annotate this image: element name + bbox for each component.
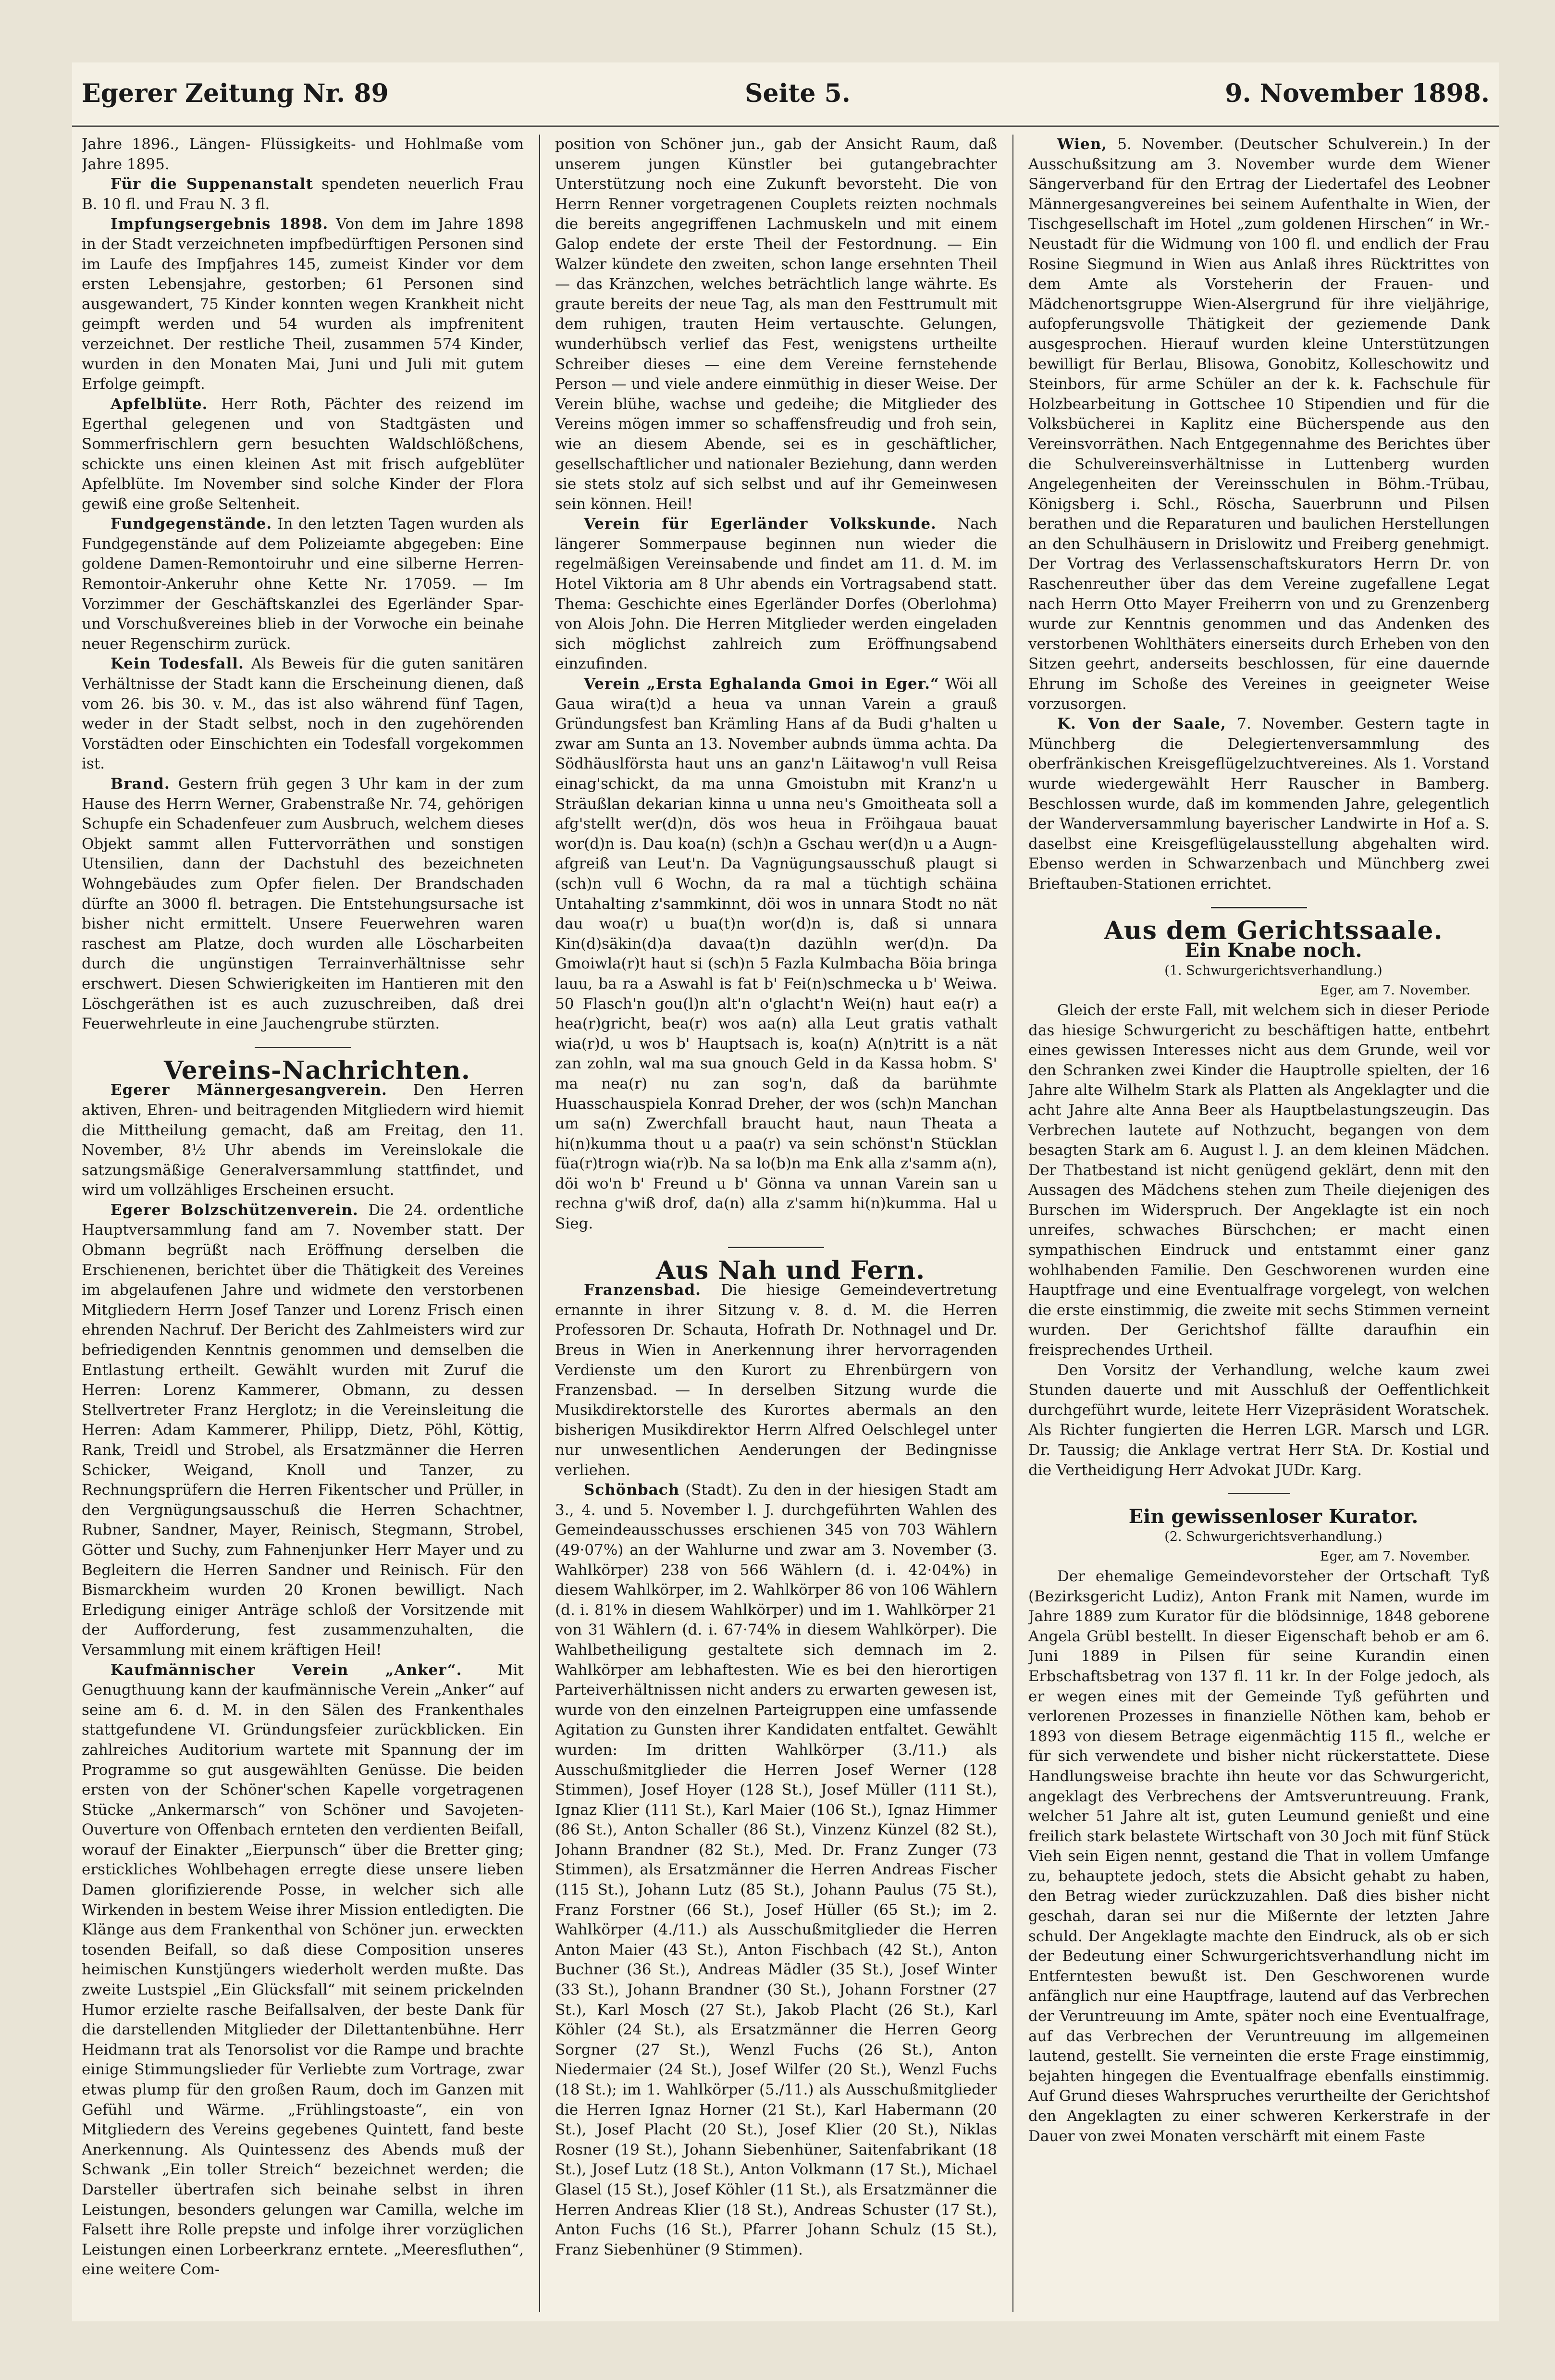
item-text: Die 24. ordentliche Hauptversammlung fand am 7. November statt. Der Obmann begrüßt nach Eröffnung derselben die Erschienenen, berichtet über die Thätigkeit des Vereines im abgelaufenen Jahre und widmete den verstorbenen Mitgliedern Herrn Josef Tanzer und Lorenz Frisch einen ehrenden Nachruf. Der Bericht des Zahlmeisters wird zur befriedigenden Kenntnis genommen und demselben die Entlastung ertheilt. Gewählt wurden mit Zuruf die Herren: Lorenz Kammerer, Obmann, zu dessen Stellvertreter Franz Herglotz; in die Vereinsleitung die Herren: Adam Kammerer, Philipp, Dietz, Pöhl, Köttig, Rank, Treidl und Strobel, als Ersatzmänner die Herren Schicker, Weigand, Knoll und Tanzer, zu Rechnungsprüfern die Herren Fikentscher und Prüller, in den Vergnügungsausschuß die Herren Schachtner, Rubner, Sandner, Mayer, Reinisch, Stegmann, Strobel, Götter und Suchy, zum Fahnenjunker Herr Mayer und zu Begleitern die Herren Sandner und Reinisch. Für den Bismarckheim wurden 20 Kronen bewilligt. Nach Erledigung einiger Anträge schloß der Vorsitzende mit der Aufforderung, fest zusammenzuhalten, die Versammlung mit einem kräftigen Heil! bbox=[82, 1201, 524, 1659]
item-text: Die hiesige Gemeindevertretung ernannte in ihrer Sitzung v. 8. d. M. die Herren Professoren Dr. Schauta, Hofrath Dr. Nothnagel und Dr. Breus in Wien in Anerkennung ihrer hervorragenden Verdienste um den Kurort zu Ehrenbürgern von Franzensbad. — In derselben Sitzung wurde die Musikdirektorstelle des Kurortes abermals an den bisherigen Musikdirektor Herrn Alfred Oelschlegel unter nur unwesentlichen Aenderungen der Bedingnisse verliehen. bbox=[555, 1281, 997, 1479]
dateline: Eger, am 7. November. bbox=[1320, 1549, 1470, 1564]
article-text: Den Vorsitz der Verhandlung, welche kaum zwei Stunden dauerte und mit Ausschluß der Oeffentlichkeit durchgeführt wurde, leitete Herr Vizepräsident Woratschek. Als Richter fungierten die Herren LGR. Marsch und LGR. Dr. Taussig; die Anklage vertrat Herr StA. Dr. Kostial und die Vertheidigung Herr Advokat JUDr. Karg. bbox=[1028, 1361, 1490, 1479]
item-heading: K. Von der Saale, bbox=[1057, 715, 1226, 733]
news-item bbox=[82, 395, 524, 515]
page-number: Seite 5. bbox=[745, 79, 851, 108]
separator bbox=[255, 1047, 351, 1048]
separator bbox=[728, 1247, 824, 1248]
item-text: Gestern früh gegen 3 Uhr kam in der zum Hause des Herrn Werner, Grabenstraße Nr. 74, gehörigen Schupfe ein Schadenfeuer zum Ausbruch, welchem dieses Objekt sammt allen Futtervorräthen und sonstigen Utensilien, dann der Dachstuhl des bezeichneten Wohngebäudes zum Opfer fielen. Der Brandschaden dürfte an 3000 fl. betragen. Die Entstehungsursache ist bisher nicht ermittelt. Unsere Feuerwehren waren raschest am Platze, doch wurden alle Löscharbeiten durch die ungünstigen Terrainverhältnisse sehr erschwert. Diesen Schwierigkeiten im Hantieren mit den Löschgeräthen ist es auch zuzuschreiben, daß drei Feuerwehrleute in eine Jauchengrube stürzten. bbox=[82, 775, 524, 1033]
item-text: Herr Roth, Pächter des reizend im Egerthal gelegenen und von Stadtgästen und Sommerfrischlern gern besuchten Waldschlößchens, schickte uns einen kleinen Ast mit frisch aufgeblüter Apfelblüte. Im November sind solche Kinder der Flora gewiß eine große Seltenheit. bbox=[82, 395, 524, 513]
news-item bbox=[1028, 135, 1490, 714]
item-text: (Stadt). Zu den in der hiesigen Stadt am 3., 4. und 5. November l. J. durchgeführten Wahlen des Gemeindeausschusses erschienen 345 von 703 Wählern (49·07%) an der Wahlurne und zwar am 3. November (3. Wahlkörper) 238 von 566 Wählern (d. i. 42·04%) in diesem Wahlkörper, im 2. Wahlkörper 86 von 106 Wählern (d. i. 81% in diesem Wahlkörper) und im 1. Wahlkörper 21 von 31 Wählern (d. i. 67·74% in diesem Wahlkörper). Die Wahlbetheiligung gestaltete sich demnach im 2. Wahlkörper am lebhaftesten. Wie es bei den hierortigen Parteiverhältnissen nicht anders zu erwarten gewesen ist, wurde von den einzelnen Parteigruppen eine umfassende Agitation zu Gunsten ihrer Kandidaten entfaltet. Gewählt wurden: Im dritten Wahlkörper (3./11.) als Ausschußmitglieder die Herren Josef Werner (128 Stimmen), Josef Hoyer (128 St.), Josef Müller (111 St.), Ignaz Klier (111 St.), Karl Maier (106 St.), Ignaz Himmer (86 St.), Anton Schaller (86 St.), Vinzenz Künzel (82 St.), Johann Brandner (82 St.), Med. Dr. Franz Zunger (73 Stimmen), als Ersatzmänner die Herren Andreas Fischer (115 St.), Johann Lutz (85 St.), Johann Paulus (75 St.), Franz Forstner (66 St.), Josef Hüller (65 St.); im 2. Wahlkörper (4./11.) als Ausschußmitglieder die Herren Anton Maier (43 St.), Anton Fischbach (42 St.), Anton Buchner (36 St.), Andreas Mädler (35 St.), Josef Winter (33 St.), Johann Brandner (30 St.), Johann Forstner (27 St.), Karl Mosch (27 St.), Jakob Placht (26 St.), Karl Köhler (24 St.), als Ersatzmänner die Herren Georg Sorgner (27 St.), Wenzl Fuchs (26 St.), Anton Niedermaier (24 St.), Josef Wilfer (20 St.), Wenzl Fuchs (18 St.); im 1. Wahlkörper (5./11.) als Ausschußmitglieder die Herren Ignaz Horner (21 St.), Karl Habermann (20 St.), Josef Placht (20 St.), Josef Klier (20 St.), Niklas Rosner (19 St.), Johann Siebenhüner, Saitenfabrikant (18 St.), Josef Lutz (18 St.), Anton Volkmann (17 St.), Michael Glasel (15 St.), Josef Köhler (11 St.), als Ersatzmänner die Herren Andreas Klier (18 St.), Andreas Schuster (17 St.), Anton Fuchs (16 St.), Pfarrer Johann Schulz (15 St.), Franz Siebenhüner (9 Stimmen). bbox=[555, 1481, 997, 2258]
item-text: Von dem im Jahre 1898 in der Stadt verzeichneten impfbedürftigen Personen sind im Laufe des Impfjahres 145, zumeist Kinder vor dem ersten Lebensjahre, gestorben; 61 Personen sind ausgewandert, 75 Kinder konnten wegen Krankheit nicht geimpft werden und 54 wurden als impfrenitent verzeichnet. Der restliche Theil, zusammen 574 Kinder, wurden in den Monaten Mai, Juni und Juli mit gutem Erfolge geimpft. bbox=[82, 215, 524, 393]
item-heading: Kaufmännischer Verein „Anker“. bbox=[111, 1661, 462, 1679]
item-heading: Verein für Egerländer Volkskunde. bbox=[584, 515, 937, 533]
paragraph: position von Schöner jun., gab der Ansicht Raum, daß unserem jungen Künstler bei gutangebrachter Unterstützung noch eine Zukunft bevorsteht. Die von Herrn Renner vorgetragenen Couplets reizten nochmals die bereits angegriffenen Lachmuskeln und mit einem Galop endete der erste Theil der Festordnung. — Ein Walzer kündete den zweiten, schon lange ersehnten Theil — das Kränzchen, welches beträchtlich lange währte. Es graute bereits der neue Tag, als man den Festtrumult mit dem ruhigen, trauten Heim vertauschte. Gelungen, wunderhübsch verlief das Fest, wenigstens urtheilte Schreiber dieses — eine dem Vereine fernstehende Person — und viele andere einmüthig in dieser Weise. Der Verein blühe, wachse und gedeihe; die Mitglieder des Vereins mögen immer so schaffensfreudig und froh sein, wie an diesem Abende, sei es in geschäftlicher, gesellschaftlicher und nationaler Beziehung, dann werden sie stets stolz auf sich selbst und auf ihr Gemeinwesen sein können. Heil! bbox=[555, 136, 997, 513]
paragraph: Jahre 1896., Längen- Flüssigkeits- und Hohlmaße vom Jahre 1895. bbox=[82, 136, 524, 173]
news-item bbox=[555, 1280, 997, 1480]
column-3 bbox=[1028, 135, 1490, 2312]
item-text: spendeten neuerlich Frau B. 10 fl. und Frau N. 3 fl. bbox=[82, 175, 524, 213]
item-text: Mit Genugthuung kann der kaufmännische Verein „Anker“ auf seine am 6. d. M. in den Sälen des Frankenthales stattgefundene VI. Gründungsfeier zurückblicken. Ein zahlreiches Auditorium wartete mit Spannung der im Programme so gut ausgewählten Genüsse. Die beiden ersten von der Schöner'schen Kapelle vorgetragenen Stücke „Ankermarsch“ von Schöner und Savojeten-Ouverture von Offenbach ernteten den verdienten Beifall, worauf der Einakter „Eierpunsch“ über die Bretter ging; erstickliches Wohlbehagen erregte diese unsere lieben Damen glorifizierende Posse, in welcher sich alle Wirkenden in bestem Weise ihrer Mission entledigten. Die Klänge aus dem Frankenthal von Schöner jun. erweckten tosenden Beifall, so daß diese Composition unseres heimischen Kunstjüngers wiederholt werden mußte. Das zweite Lustspiel „Ein Glücksfall“ mit seinem prickelnden Humor erzielte rasche Beifallsalven, der beste Dank für die darstellenden Mitglieder der Dilettantenbühne. Herr Heidmann trat als Tenorsolist vor die Rampe und brachte einige Stimmungslieder für Verliebte zum Vortrage, zwar etwas plump für den großen Raum, doch im Ganzen mit Gefühl und Wärme. „Frühlingstoaste“, ein von Mitgliedern des Vereins gegebenes Quintett, fand beste Anerkennung. Als Quintessenz des Abends muß der Schwank „Ein toller Streich“ bezeichnet werden; die Darsteller übertrafen sich beinahe selbst in ihren Leistungen, besonders gelungen war Camilla, welche im Falsett ihre Rolle prepste und infolge ihrer vorzüglichen Leistungen einen Lorbeerkranz erntete. „Meeresfluthen“, eine weitere Com- bbox=[82, 1661, 524, 2279]
item-text: 5. November. (Deutscher Schulverein.) In der Ausschußsitzung am 3. November wurde dem Wiener Sängerverband für den Ertrag der Liedertafel des Leobner Männergesangvereines bei seinem Aufenthalte in Wien, der Tischgesellschaft im Hotel „zum goldenen Hirschen“ in Wr.-Neustadt für die Widmung von 100 fl. und endlich der Frau Rosine Siegmund in Wien aus Anlaß ihres Rücktrittes von dem Amte als Vorsteherin der Frauen- und Mädchenortsgruppe Wien-Alsergrund für ihre vieljährige, aufopferungsvolle Thätigkeit der geziemende Dank ausgesprochen. Hierauf wurden kleine Unterstützungen bewilligt für Berlau, Blisowa, Gonobitz, Kolleschowitz und Steinbors, für arme Schüler an der k. k. Fachschule für Holzbearbeitung in Gottschee 10 Stipendien und für die Volksbücherei in Kaplitz eine Bücherspende aus den Vereinsvorräthen. Nach Entgegennahme des Berichtes über die Schulvereinsverhältnisse in Luttenberg wurden Angelegenheiten der Vereinsschulen in Böhm.-Trübau, Königsberg i. Schl., Röscha, Sauerbrunn und Pilsen berathen und die Reparaturen und baulichen Herstellungen an den Schulhäusern in Drislowitz und Freiberg genehmigt. Der Vortrag des Verlassenschaftskurators Herrn Dr. von Raschenreuther über das dem Vereine zugefallene Legat nach Herrn Otto Mayer Freiherrn von und zu Grenzenberg wurde zur Kenntnis genommen und das Andenken des verstorbenen Wohlthäters einerseits durch Erheben von den Sitzen geehrt, anderseits beschlossen, für eine dauernde Ehrung im Schoße des Vereines in geeigneter Weise vorzusorgen. bbox=[1028, 136, 1490, 713]
item-heading: Egerer Bolzschützenverein. bbox=[111, 1201, 358, 1219]
column-rule bbox=[1012, 135, 1013, 2312]
item-text: Den Herren aktiven, Ehren- und beitragenden Mitgliedern wird hiemit die Mittheilung gemacht, daß am Freitag, den 11. November, 8½ Uhr abends im Vereinslokale die satzungsmäßige Generalversammlung stattfindet, und wird um vollzähliges Erscheinen ersucht. bbox=[82, 1081, 524, 1199]
item-heading: Fundgegenstände. bbox=[111, 515, 272, 533]
item-heading: Kein Todesfall. bbox=[111, 655, 244, 673]
masthead bbox=[72, 62, 1499, 127]
article-text: Gleich der erste Fall, mit welchem sich in dieser Periode das hiesige Schwurgericht zu beschäftigen hatte, entbehrt eines gewissen Interesses nicht aus dem Grunde, weil vor den Schranken zwei Kinder die Hauptrolle spielten, der 16 Jahre alte Wilhelm Stark als Platten als Angeklagter und die acht Jahre alte Anna Beer als Hauptbelastungszeugin. Das Verbrechen lautete auf Nothzucht, begangen von dem besagten Stark am 6. August l. J. an dem kleinen Mädchen. Der Thatbestand ist nicht genügend geklärt, denn mit den Aussagen des Mädchens stehen zum Theile diejenigen des Burschen im Widerspruch. Der Angeklagte ist ein noch unreifes, schwaches Bürschchen; er macht einen sympathischen Eindruck und entstammt einer ganz wohlhabenden Familie. Den Geschworenen wurden eine Hauptfrage und eine Eventualfrage vorgelegt, von welchen die erste einstimmig, die zweite mit sechs Stimmen verneint wurden. Der Gerichtshof fällte daraufhin ein freisprechendes Urtheil. bbox=[1028, 1001, 1490, 1359]
article-subtitle: (1. Schwurgerichtsverhandlung.) bbox=[1164, 963, 1382, 978]
news-item bbox=[82, 1201, 524, 1661]
separator bbox=[1211, 907, 1307, 908]
news-item bbox=[555, 514, 997, 674]
section-heading: Aus dem Gerichtssaale. bbox=[1104, 916, 1443, 945]
item-heading: Wien, bbox=[1057, 136, 1108, 153]
news-item bbox=[82, 654, 524, 774]
item-heading: Verein „Ersta Eghalanda Gmoi in Eger.“ bbox=[584, 675, 939, 693]
news-item bbox=[82, 1080, 524, 1201]
item-heading: Egerer Männergesangverein. bbox=[111, 1081, 387, 1099]
section-heading: Aus Nah und Fern. bbox=[655, 1255, 926, 1285]
news-item bbox=[82, 514, 524, 654]
separator bbox=[1228, 1493, 1290, 1494]
item-heading: Schönbach bbox=[584, 1481, 680, 1499]
newspaper-page bbox=[72, 62, 1499, 2321]
item-text: Als Beweis für die guten sanitären Verhältnisse der Stadt kann die Erscheinung dienen, daß vom 26. bis 30. v. M., das ist also während fünf Tagen, weder in der Stadt selbst, noch in den zugehörenden Vorstädten oder Einschichten ein Todesfall vorgekommen ist. bbox=[82, 655, 524, 773]
item-heading: Impfungsergebnis 1898. bbox=[111, 215, 329, 233]
article-title: Ein Knabe noch. bbox=[1185, 939, 1362, 962]
item-text: Nach längerer Sommerpause beginnen nun wieder die regelmäßigen Vereinsabende und findet am 11. d. M. im Hotel Viktoria am 8 Uhr abends ein Vortragsabend statt. Thema: Geschichte eines Egerländer Dorfes (Oberlohma) von Alois John. Die Herren Mitglieder werden eingeladen sich möglichst zahlreich zum Eröffnungsabend einzufinden. bbox=[555, 515, 997, 673]
item-heading: Franzensbad. bbox=[584, 1281, 701, 1299]
column-rule bbox=[539, 135, 540, 2312]
item-heading: Brand. bbox=[111, 775, 170, 793]
item-text: 7. November. Gestern tagte in Münchberg die Delegiertenversammlung des oberfränkischen Kreisgeflügelzuchtvereines. Als 1. Vorstand wurde wiedergewählt Herr Rauscher in Bamberg. Beschlossen wurde, daß im kommenden Jahre, gelegentlich der Wanderversammlung bayerischer Landwirte in Hof a. S. daselbst eine Kreisgeflügelausstellung abgehalten wird. Ebenso werden in Schwarzenbach und Münchberg zwei Brieftauben-Stationen errichtet. bbox=[1028, 715, 1490, 892]
news-item bbox=[82, 214, 524, 394]
news-item bbox=[555, 674, 997, 1234]
column-1 bbox=[82, 135, 524, 2312]
article-title: Ein gewissenloser Kurator. bbox=[1128, 1505, 1419, 1528]
item-text: Wöi all Gaua wira(t)d a heua va unnan Varein a grauß Gründungsfest ban Krämling Hans af da Budi g'halten u zwar am Sunta an 13. November aubnds ümma achta. Da Södhäuslförsta haut uns an ganz'n Läitawog'n vull Reisa einag'schickt, da ma unna Gmoistubn mit Kranz'n u Sträußlan dekarian kinna u unna neu's Gmoitheata soll a afg'stellt wer(d)n, dös wos heua in Fröihgaua bauat wor(d)n is. Dau koa(n) (sch)n a Gschau wer(d)n u a Augn-afgreiß van Leut'n. Da Vagnügungsausschuß plaugt si (sch)n vull 6 Wochn, da ra mal a tüchtigh schäina Untahalting z'sammkinnt, döi wos in unnara Stodt no nät dau woa(r) u bua(t)n wor(d)n is, daß si unnara Kin(d)säkin(d)a davaa(t)n dazühln wer(d)n. Da Gmoiwla(r)t haut si (sch)n 5 Fazla Kulmbacha Böia bringa lauu, ba ra a Aswahl is fat b' Fei(n)schmecka u b' Weiwa. 50 Flasch'n gou(l)n alt'n o'glacht'n Wei(n) haut ea(r) a hea(r)gricht, bea(r) wos aa(n) alla Leut gratis vathalt wia(r)d, u wos b' Hauptsach is, koa(n) A(n)tritt is a nät zan zohln, wal ma sua gnouch Geld in da Kassa hobm. S' ma nea(r) nu zan sog'n, daß da barühmte Huasschauspiela Konrad Dreher, der wos (sch)n Manchan um sa(n) Zwerchfall braucht haut, naun Theata a hi(n)kumma thout u a paa(r) va sein schönst'n Stücklan füa(r)trogn wia(r)b. Na sa lo(b)n ma Enk alla z'samm a(n), döi wo'n b' Freund u b' Gönna va unnan Varein san u rechna g'wiß drof, da(n) alla z'samm hi(n)kumma. Hal u Sieg. bbox=[555, 675, 997, 1233]
news-item bbox=[82, 1661, 524, 2280]
item-heading: Apfelblüte. bbox=[111, 395, 208, 413]
news-item bbox=[82, 174, 524, 214]
column-2 bbox=[555, 135, 997, 2312]
article-subtitle: (2. Schwurgerichtsverhandlung.) bbox=[1164, 1529, 1382, 1544]
issue-date: 9. November 1898. bbox=[1225, 79, 1490, 108]
news-item bbox=[82, 774, 524, 1034]
section-heading: Vereins-Nachrichten. bbox=[164, 1055, 470, 1085]
item-heading: Für die Suppenanstalt bbox=[111, 175, 313, 193]
news-item bbox=[1028, 714, 1490, 894]
item-text: In den letzten Tagen wurden als Fundgegenstände auf dem Polizeiamte abgegeben: Eine goldene Damen-Remontoiruhr und eine silberne Herren-Remontoir-Ankeruhr ohne Kette Nr. 17059. — Im Vorzimmer der Geschäftskanzlei des Egerländer Spar- und Vorschußvereines blieb in der Vorwoche ein beinahe neuer Regenschirm zurück. bbox=[82, 515, 524, 653]
news-item bbox=[555, 1480, 997, 2260]
article-text: Der ehemalige Gemeindevorsteher der Ortschaft Tyß (Bezirksgericht Ludiz), Anton Frank mit Namen, wurde im Jahre 1889 zum Kurator für die blödsinnige, 1848 geborene Angela Grübl bestellt. In dieser Eigenschaft behob er am 6. Juni 1889 in Pilsen für seine Kurandin einen Erbschaftsbetrag von 137 fl. 11 kr. In der Folge jedoch, als er wegen eines mit der Gemeinde Tyß geführten und verlorenen Prozesses in finanzielle Nöthen kam, behob er 1893 von diesem Betrage eigenmächtig 115 fl., welche er für sich verwendete und bisher nicht rückerstattete. Diese Handlungsweise brachte ihn heute vor das Schwurgericht, angeklagt des Verbrechens der Amtsveruntreuung. Frank, welcher 51 Jahre alt ist, guten Leumund genießt und eine freilich stark belastete Wirtschaft von 30 Joch mit fünf Stück Vieh sein Eigen nennt, gestand die That in vollem Umfange zu, behauptete jedoch, stets die Absicht gehabt zu haben, den Betrag wieder zurückzuzahlen. Daß dies bisher nicht geschah, daran sei nur die Mißernte der letzten Jahre schuld. Der Angeklagte machte den Eindruck, als ob er sich der Bedeutung einer Schwurgerichtsverhandlung nicht im Entferntesten bewußt ist. Den Geschworenen wurde anfänglich nur eine Hauptfrage, lautend auf das Verbrechen der Veruntreuung im Amte, später noch eine Eventualfrage, auf das Verbrechen der Veruntreuung im allgemeinen lautend, gestellt. Sie verneinten die erste Frage einstimmig, bejahten hingegen die Eventualfrage ebenfalls einstimmig. Auf Grund dieses Wahrspruches verurtheilte der Gerichtshof den Angeklagten zu einer schweren Kerkerstrafe in der Dauer von zwei Monaten verschärft mit einem Faste bbox=[1028, 1567, 1490, 2145]
masthead-title: Egerer Zeitung Nr. 89 bbox=[82, 79, 389, 108]
dateline: Eger, am 7. November. bbox=[1320, 983, 1470, 998]
